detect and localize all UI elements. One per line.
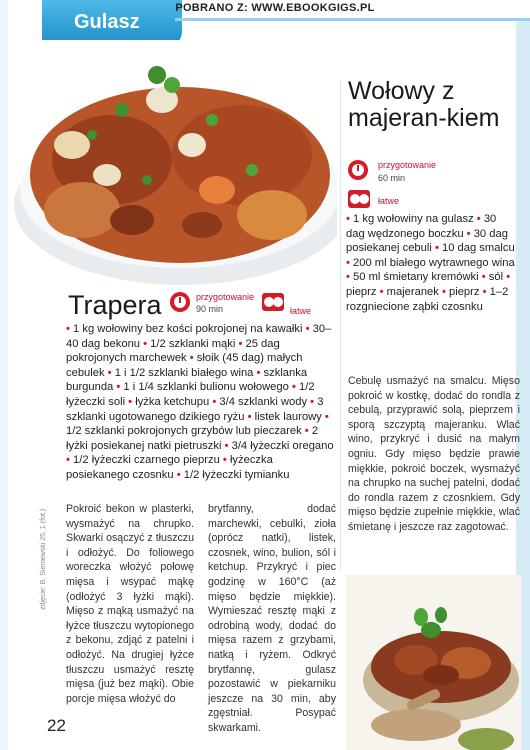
ingredient-item: pieprz: [346, 285, 380, 298]
bullet-icon: •: [482, 285, 490, 298]
prep-time-right: 60 min: [378, 173, 406, 183]
bullet-icon: •: [346, 213, 354, 225]
bullet-icon: •: [305, 323, 313, 335]
bullet-icon: •: [189, 352, 197, 365]
bullet-icon: •: [143, 337, 151, 350]
recipe-left-method-col2: brytfanny, dodać marchewki, cebulki, zioła (oprócz natki), listek, czosnek, wino, bulion, sól i ketchup. Przykryć i piec godzinę w 160°C (aż mięso będzie miękkie). Wymieszać resztę mąki z odrobiną wody, dodać do mięsa razem z grzybami, natką i ryżem. Odkryć brytfannę, gulasz pozostawić w piekarniku jeszcze na 30 min, aby zgęstniał. Posypać skwarkami.: [208, 503, 336, 734]
bullet-icon: •: [466, 227, 474, 240]
bullet-icon: •: [247, 410, 255, 423]
ingredient-item: 1 kg wołowiny na gulasz: [353, 213, 477, 225]
bullet-icon: •: [379, 285, 387, 298]
ingredient-item: 1 i 1/2 szklanki białego wina: [114, 366, 257, 379]
ingredient-item: 1–2 rozgniecione ząbki czosnku: [346, 285, 509, 313]
prep-label-left: przygotowanie: [196, 292, 255, 302]
recipe-left-title: Trapera: [68, 290, 162, 320]
bullet-icon: •: [481, 271, 489, 284]
bullet-icon: •: [476, 213, 484, 225]
prep-time-clock-icon: [348, 160, 368, 180]
prep-label-right: przygotowanie: [378, 160, 437, 170]
bullet-icon: •: [107, 366, 115, 379]
ingredient-item: 1/2 szklanki mąki: [150, 337, 239, 350]
ingredient-item: słoik (45 dag) małych cebulek: [66, 352, 303, 379]
recipe-left-ingredients: [66, 322, 338, 483]
ingredient-item: 3/4 szklanki wody: [219, 395, 311, 408]
ingredient-item: 30 dag posiekanej cebuli: [346, 227, 508, 255]
ingredient-item: 3/4 łyżeczki oregano: [231, 439, 334, 452]
ingredient-item: 1/2 łyżeczki soli: [66, 381, 315, 408]
ingredient-item: 1/2 łyżeczki czarnego pieprzu: [73, 454, 223, 467]
bullet-icon: •: [224, 439, 232, 452]
ingredient-item: 2 łyżki posiekanej natki pietruszki: [66, 425, 319, 452]
bullet-icon: •: [222, 454, 230, 467]
recipe-right-method: Cebulę usmażyć na smalcu. Mięso pokroić w kostkę, dodać do rondla z cebulą, przyprawić solą, pieprzem i sporą szczyptą majeranku. Wlać wino, przykryć i dusić na małym ogniu. Gdy mięso będzie prawie miękkie, pokroić boczek, wysmażyć na chrupko na suchej patelni, dodać do rondla razem z czosnkiem. Gdy mięso będzie zupełnie miękkie, wlać śmietanę i jeszcze raz zagotować.: [348, 375, 520, 533]
difficulty-left: łatwe: [290, 306, 312, 316]
bullet-icon: •: [506, 271, 511, 284]
header-rule: [175, 18, 530, 21]
recipe-left-method-col1: Pokroić bekon w plasterki, wysmażyć na chrupko. Skwarki osączyć z tłuszczu i odłożyć. Do foliowego woreczka włożyć połowę mięsa i wsypać mąkę (odłożyć 3 łyżki mąki). Mięso z mąką usmażyć na łyżce tłuszczu wytopionego z bekonu, zdjąć z patelni i odłożyć. Na drugiej łyżce tłuszczu usmażyć resztę mięsa (już bez mąki). Obie porcje mięsa włożyć do: [66, 503, 194, 705]
ingredient-item: 1 kg wołowiny bez kości pokrojonej na kawałki: [73, 323, 306, 335]
source-banner: POBRANO Z: WWW.EBOOKGIGS.PL: [175, 2, 375, 14]
bullet-icon: •: [238, 337, 246, 350]
ingredient-item: 50 ml śmietany kremówki: [353, 271, 482, 284]
ingredient-item: pieprz: [449, 285, 483, 298]
section-title: Gulasz: [74, 11, 140, 33]
bullet-icon: •: [66, 454, 74, 467]
recipe-right-ingredients: [346, 212, 518, 314]
bullet-icon: •: [176, 468, 184, 481]
bullet-icon: •: [304, 425, 312, 438]
bullet-icon: •: [434, 242, 442, 255]
bullet-icon: •: [116, 381, 124, 394]
ingredient-item: majeranek: [386, 285, 442, 298]
column-divider: [340, 80, 341, 570]
recipe-right-title: Wołowy z majeran-kiem: [348, 77, 500, 132]
ingredient-item: łyżeczka posiekanego czosnku: [66, 454, 273, 481]
ingredient-item: 3 szklanki ugotowanego dzikiego ryżu: [66, 395, 324, 423]
bullet-icon: •: [324, 410, 329, 423]
ingredient-item: 30–40 dag bekonu: [66, 323, 332, 350]
ingredient-item: 25 dag pokrojonych marchewek: [66, 337, 280, 365]
bullet-icon: •: [291, 381, 299, 394]
prep-time-left: 90 min: [196, 304, 224, 314]
bullet-icon: •: [346, 256, 354, 269]
bullet-icon: •: [212, 395, 220, 408]
prep-time-clock-icon: [170, 292, 190, 312]
bullet-icon: •: [441, 285, 449, 298]
ingredient-item: 10 dag smalcu: [441, 242, 515, 255]
difficulty-icon: [262, 293, 284, 311]
difficulty-right: łatwe: [378, 196, 400, 206]
bullet-icon: •: [310, 395, 318, 408]
bullet-icon: •: [128, 395, 136, 408]
ingredient-item: 1/2 łyżeczki tymianku: [183, 468, 290, 481]
ingredient-item: szklanka burgunda: [66, 366, 308, 394]
stew-photo-small: [346, 575, 521, 750]
ingredient-item: łyżka ketchupu: [135, 395, 213, 408]
ingredient-item: listek laurowy: [254, 410, 325, 423]
ingredient-item: sól: [488, 271, 507, 284]
photo-credit: zdjęcie: B. Sieniewski 25, 1 (fot.): [40, 508, 47, 610]
bullet-icon: •: [66, 323, 74, 335]
bullet-icon: •: [346, 271, 354, 284]
page-edge-band: [0, 0, 8, 750]
stew-photo: [12, 40, 337, 285]
ingredient-item: 1/2 szklanki pokrojonych grzybów lub pieczarek: [66, 425, 305, 438]
bullet-icon: •: [256, 366, 264, 379]
difficulty-icon: [348, 190, 370, 208]
ingredient-item: 30 dag wędzonego boczku: [346, 213, 497, 240]
ingredient-item: 200 ml białego wytrawnego wina: [353, 256, 515, 269]
ingredient-item: 1 i 1/4 szklanki bulionu wołowego: [123, 381, 292, 394]
page-number: 22: [47, 716, 66, 735]
